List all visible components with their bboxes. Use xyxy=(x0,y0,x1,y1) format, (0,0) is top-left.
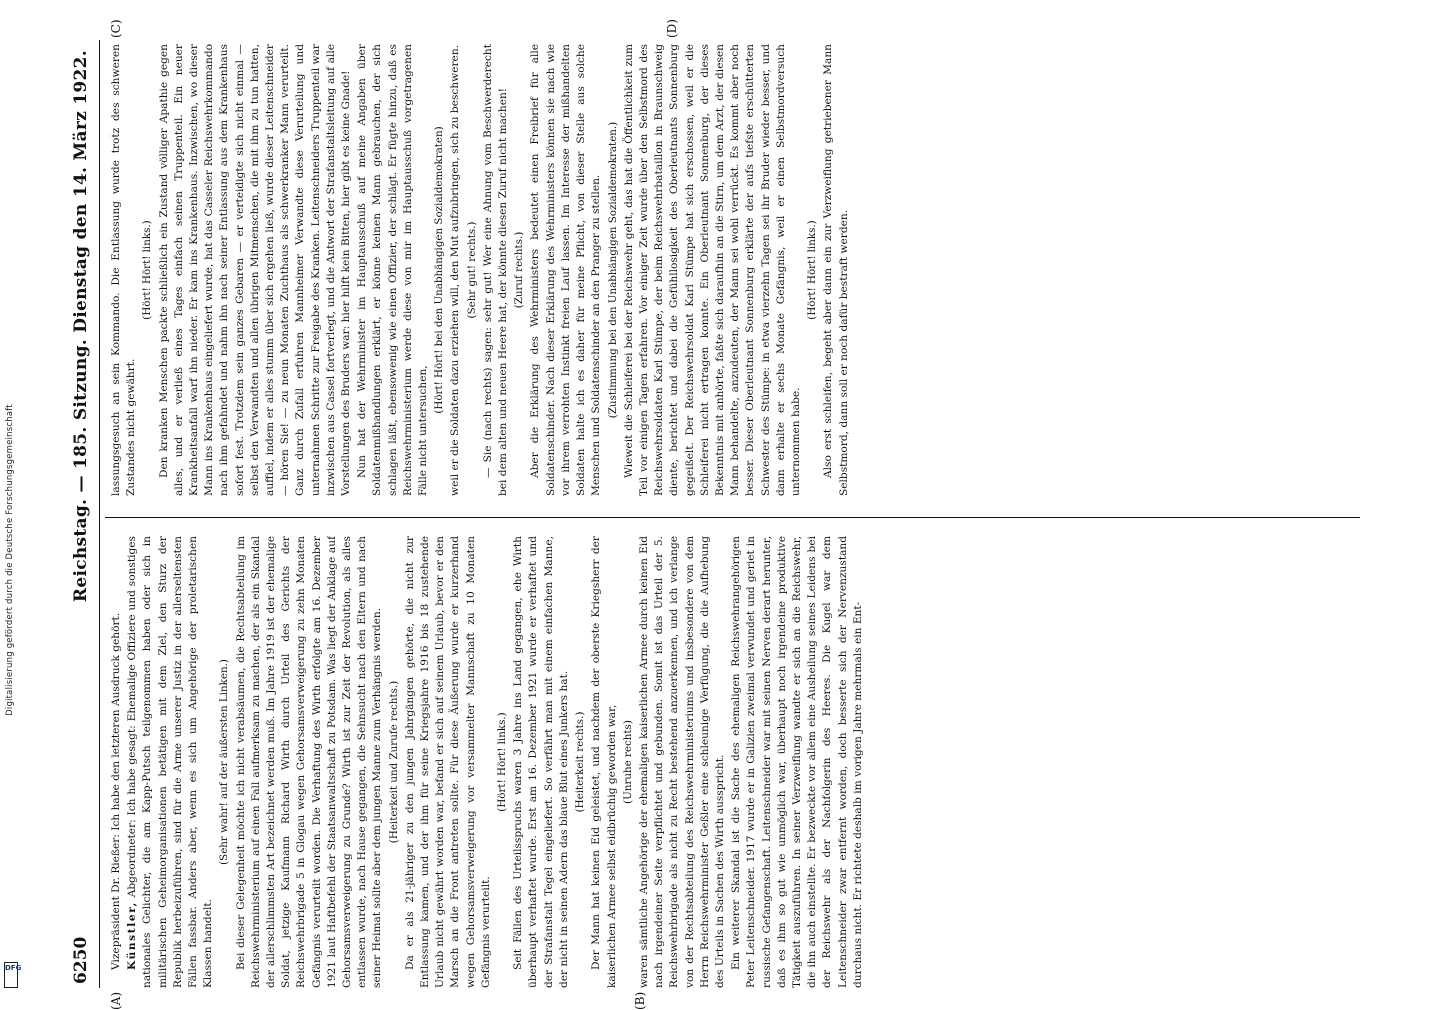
interjection: (Zuruf rechts.) xyxy=(513,231,526,309)
interjection: (Unruhe rechts) xyxy=(621,720,634,804)
digitization-note: Digitalisierung gefördert durch die Deutsche Forschungsgemeinschaft xyxy=(5,404,15,716)
paragraph: Der Mann hat keinen Eid geleistet, und nachdem der oberste Kriegsherr der kaiserlichen Armee selbst eidbrüchig geworden war, xyxy=(590,536,618,988)
paragraph: Bei dieser Gelegenheit möchte ich nicht verabsäumen, die Rechtsabteilung im Reichswehrministerium auf einen Fall aufmerksam zu machen, der als ein Skandal der allerschlimmsten Art bezeichnet werden muß. Im Jahre 1919 ist der ehemalige Soldat, jetzige Kaufmann Richard Wirth durch Urteil des Gerichts der Reichswehrbrigade 5 in Glogau wegen Gehorsamsverweigerung zu zehn Monaten Gefängnis verurteilt worden. Die Verhaftung des Wirth erfolgte am 16. Dezember 1921 laut Haftbefehl der Staatsanwaltschaft zu Potsdam. Was liegt der Anklage auf Gehorsamsverweigerung zu Grunde? Wirth ist zur Zeit der Revolution, als alles entlassen wurde, nach Hause gegangen, die Sehnsucht nach den Eltern und nach seiner Heimat sollte aber dem jungen Manne zum Verhängnis werden. xyxy=(234,536,384,988)
interjection: (Sehr wahr! auf der äußersten Linken.) xyxy=(218,659,231,865)
right-column xyxy=(109,44,1359,496)
margin-marker-b: (B) xyxy=(633,991,647,1010)
dfg-logo: DFG xyxy=(4,962,18,988)
speaker-name: Künstler, xyxy=(126,901,139,970)
header-title: Reichstag. — 185. Sitzung. Dienstag den 14. März 1922. xyxy=(71,50,91,603)
interjection: (Hört! Hört! links.) xyxy=(806,220,819,320)
paragraph: Seit Fällen des Urteilsspruchs waren 3 Jahre ins Land gegangen, ehe Wirth überhaupt verhaftet wurde. Erst am 16. Dezember 1921 wurde er verhaftet und der Strafanstalt Tegel eingeliefert. So verfährt man mit einem einfachen Manne, der nicht in seinen Adern das blaue Blut eines Junkers hat. xyxy=(512,536,570,988)
interjection: (Heiterkeit rechts.) xyxy=(574,711,587,813)
paragraph: Wieweit die Schleiferei bei der Reichswehr geht, das hat die Öffentlichkeit zum Teil vor einigen Tagen erfahren. Vor einiger Zeit wurde über den Selbstmord des Reichswehrsoldaten Karl Stümpe, der beim Reichswehrbataillon in Braunschweig diente, berichtet und dabei die Gefühllosigkeit des Oberleutnants Sonnenburg gegeißelt. Der Reichswehrsoldat Karl Stümpe hat sich erschossen, weil er die Schleiferei nicht ertragen konnte. Ein Oberleutnant Sonnenburg, der dieses Bekenntnis mit anhörte, faßte sich daraufhin an die Stirn, um dem Arzt, der diesen Mann behandelte, anzudeuten, der Mann sei wohl verrückt. Es kommt aber noch besser. Dieser Oberleutnant Sonnenburg erklärte der aufs tiefste erschütterten Schwester des Stümpe: in etwa vierzehn Tagen sei ihr Bruder wieder besser, und dann erhalte er sechs Monate Gefängnis, weil er einen Selbstmordversuch unternommen habe. xyxy=(622,44,802,496)
document-page xyxy=(65,19,1370,1010)
paragraph: waren sämtliche Angehörige der ehemaligen kaiserlichen Armee durch keinen Eid nach irgendeiner Seite verpflichtet und gebunden. Somit ist das Urteil der 5. Reichswehrbrigade als nicht zu Recht bestehend anzuerkennen, und ich verlange von der Rechtsabteilung des Reichswehrministeriums und insbesondere von dem Herrn Reichswehrminister Geßler eine schleunige Verfügung, die die Aufhebung des Urteils in Sachen des Wirth ausspricht. xyxy=(637,536,726,988)
paragraph: Ein weiterer Skandal ist die Sache des ehemaligen Reichswehrangehörigen Peter Leitenschneider. 1917 wurde er in Galizien zweimal verwundet und geriet in russische Gefangenschaft. Leitenschneider war mit seinen Nerven derart herunter, daß es ihm so gut wie unmöglich war, überhaupt noch irgendeine produktive Tätigkeit auszuführen. In seiner Verzweiflung wandte er sich an die Reichswehr, die ihn auch einstellte. Er bezweckte vor allem eine Ausheilung seines Leidens bei der Reichswehr als der Nachfolgerin des Heeres. Die Kugel war dem Leitenschneider zwar entfernt worden, doch besserte sich der Nervenzustand durchaus nicht. Er richtete deshalb im vorigen Jahre mehrmals ein Ent- xyxy=(730,536,864,988)
left-column xyxy=(109,536,1359,988)
paragraph: Also erst schleifen, begeht aber dann ein zur Verzweiflung getriebener Mann Selbstmord, dann soll er noch dafür bestraft werden. xyxy=(822,44,850,496)
paragraph: Aber die Erklärung des Wehrministers bedeutet einen Freibrief für alle Soldatenschinder. Nach dieser Erklärung des Wehrministers können sie nach wie vor ihrem verrohten Instinkt freien Lauf lassen. Im Interesse der mißhandelten Soldaten halte ich es daher für meine Pflicht, von dieser Stelle aus solche Menschen und Soldatenschinder an den Pranger zu stellen. xyxy=(529,44,603,496)
page-header xyxy=(65,40,100,988)
page-number: 6250 xyxy=(71,936,91,984)
paragraph: Den kranken Menschen packte schließlich ein Zustand völliger Apathie gegen alles, und er verließ eines Tages einfach seinen Truppenteil. Ein neuer Krankheitsanfall warf ihn nieder. Er kam ins Krankenhaus. Inzwischen, wo dieser Mann ins Krankenhaus eingeliefert wurde, hat das Casseler Reichswehrkommando nach ihm gefahndet und nahm ihn nach seiner Entlassung aus dem Krankenhaus sofort fest. Trotzdem sein ganzes Gebaren — er verteidigte sich nicht einmal — selbst den Verwandten und allen übrigen Mitmenschen, die mit ihm zu tun hatten, auffiel, indem er alles stumm über sich ergehen ließ, wurde dieser Leitenschneider — hören Sie! — zu neun Monaten Zuchthaus als schwerkranker Mann verurteilt. Ganz durch Zufall erfuhren Mannheimer Verwandte diese Verurteilung und unternahmen Schritte zur Freigabe des Kranken. Leitenschneiders Truppenteil war inzwischen aus Cassel fortverlegt, und die Antwort der Strafanstaltsleitung auf alle Vorstellungen des Bruders war: hier hilft kein Bitten, hier gibt es keine Gnade! xyxy=(157,44,353,496)
interjection: (Sehr gut! rechts.) xyxy=(465,221,478,319)
column-divider xyxy=(105,517,1360,518)
paragraph: weil er die Soldaten dazu erziehen will, den Mut aufzubringen, sich zu beschweren. xyxy=(449,44,462,496)
paragraph: — Sie (nach rechts) sagen: sehr gut! Wer eine Ahnung vom Beschwerderecht bei dem alten und neuen Heere hat, der könnte diesen Zuruf nicht machen! xyxy=(481,44,510,496)
interjection: (Zustimmung bei den Unabhängigen Sozialdemokraten.) xyxy=(606,121,619,419)
paragraph: Da er als 21-jähriger zu den jungen Jahrgängen gehörte, die nicht zur Entlassung kamen, und der ihm für seine Kriegsjahre 1916 bis 18 zustehende Urlaub nicht gewährt worden war, befand er sich auf seinem Urlaub, bevor er den Marsch an die Front antreten sollte. Für diese Äußerung wurde er kurzerhand wegen Gehorsamsverweigerung vor versammelter Mannschaft zu 10 Monaten Gefängnis verurteilt. xyxy=(403,536,492,988)
side-caption xyxy=(2,0,22,1000)
margin-marker-c: (C) xyxy=(109,19,123,38)
paragraph: Vizepräsident Dr. Rießer: Ich habe den letzteren Ausdruck gehört. xyxy=(110,612,122,970)
interjection: (Hört! Hört! bei den Unabhängigen Sozialdemokraten) xyxy=(433,126,446,414)
margin-marker-d: (D) xyxy=(665,19,679,38)
margin-marker-a: (A) xyxy=(109,991,123,1010)
interjection: (Heiterkeit und Zurufe rechts.) xyxy=(387,680,400,844)
interjection: (Hört! Hört! links.) xyxy=(496,712,509,812)
paragraph xyxy=(125,536,216,988)
paragraph: Nun hat der Wehrminister im Hauptausschuß auf meine Angaben über Soldatenmißhandlungen erklärt, er könne keinen Mann gebrauchen, der sich schlagen läßt, ebensowenig wie einen Offizier, der schlägt. Er fügte hinzu, daß es Reichswehrministerium werde diese von mir im Hauptausschuß vorgetragenen Fälle nicht untersuchen, xyxy=(356,44,430,496)
speech-text: Abgeordneter: Ich habe gesagt: Ehemalige Offiziere und sonstiges nationales Gelichter, die am Kapp-Putsch teilgenommen haben oder sich in militärischen Geheimorganisationen betätigen mit dem Ziel, den Sturz der Republik herbeizuführen, sind für die Arme unserer Justiz in der allerseltensten Fällen fassbar. Anders aber, wenn es sich um Angehörige der proletarischen Klassen handelt. xyxy=(126,536,215,988)
interjection: (Hört! Hört! links.) xyxy=(141,220,154,320)
paragraph: lassungsgesuch an sein Kommando. Die Entlassung wurde trotz des schweren Zustandes nicht gewährt. xyxy=(110,44,138,496)
